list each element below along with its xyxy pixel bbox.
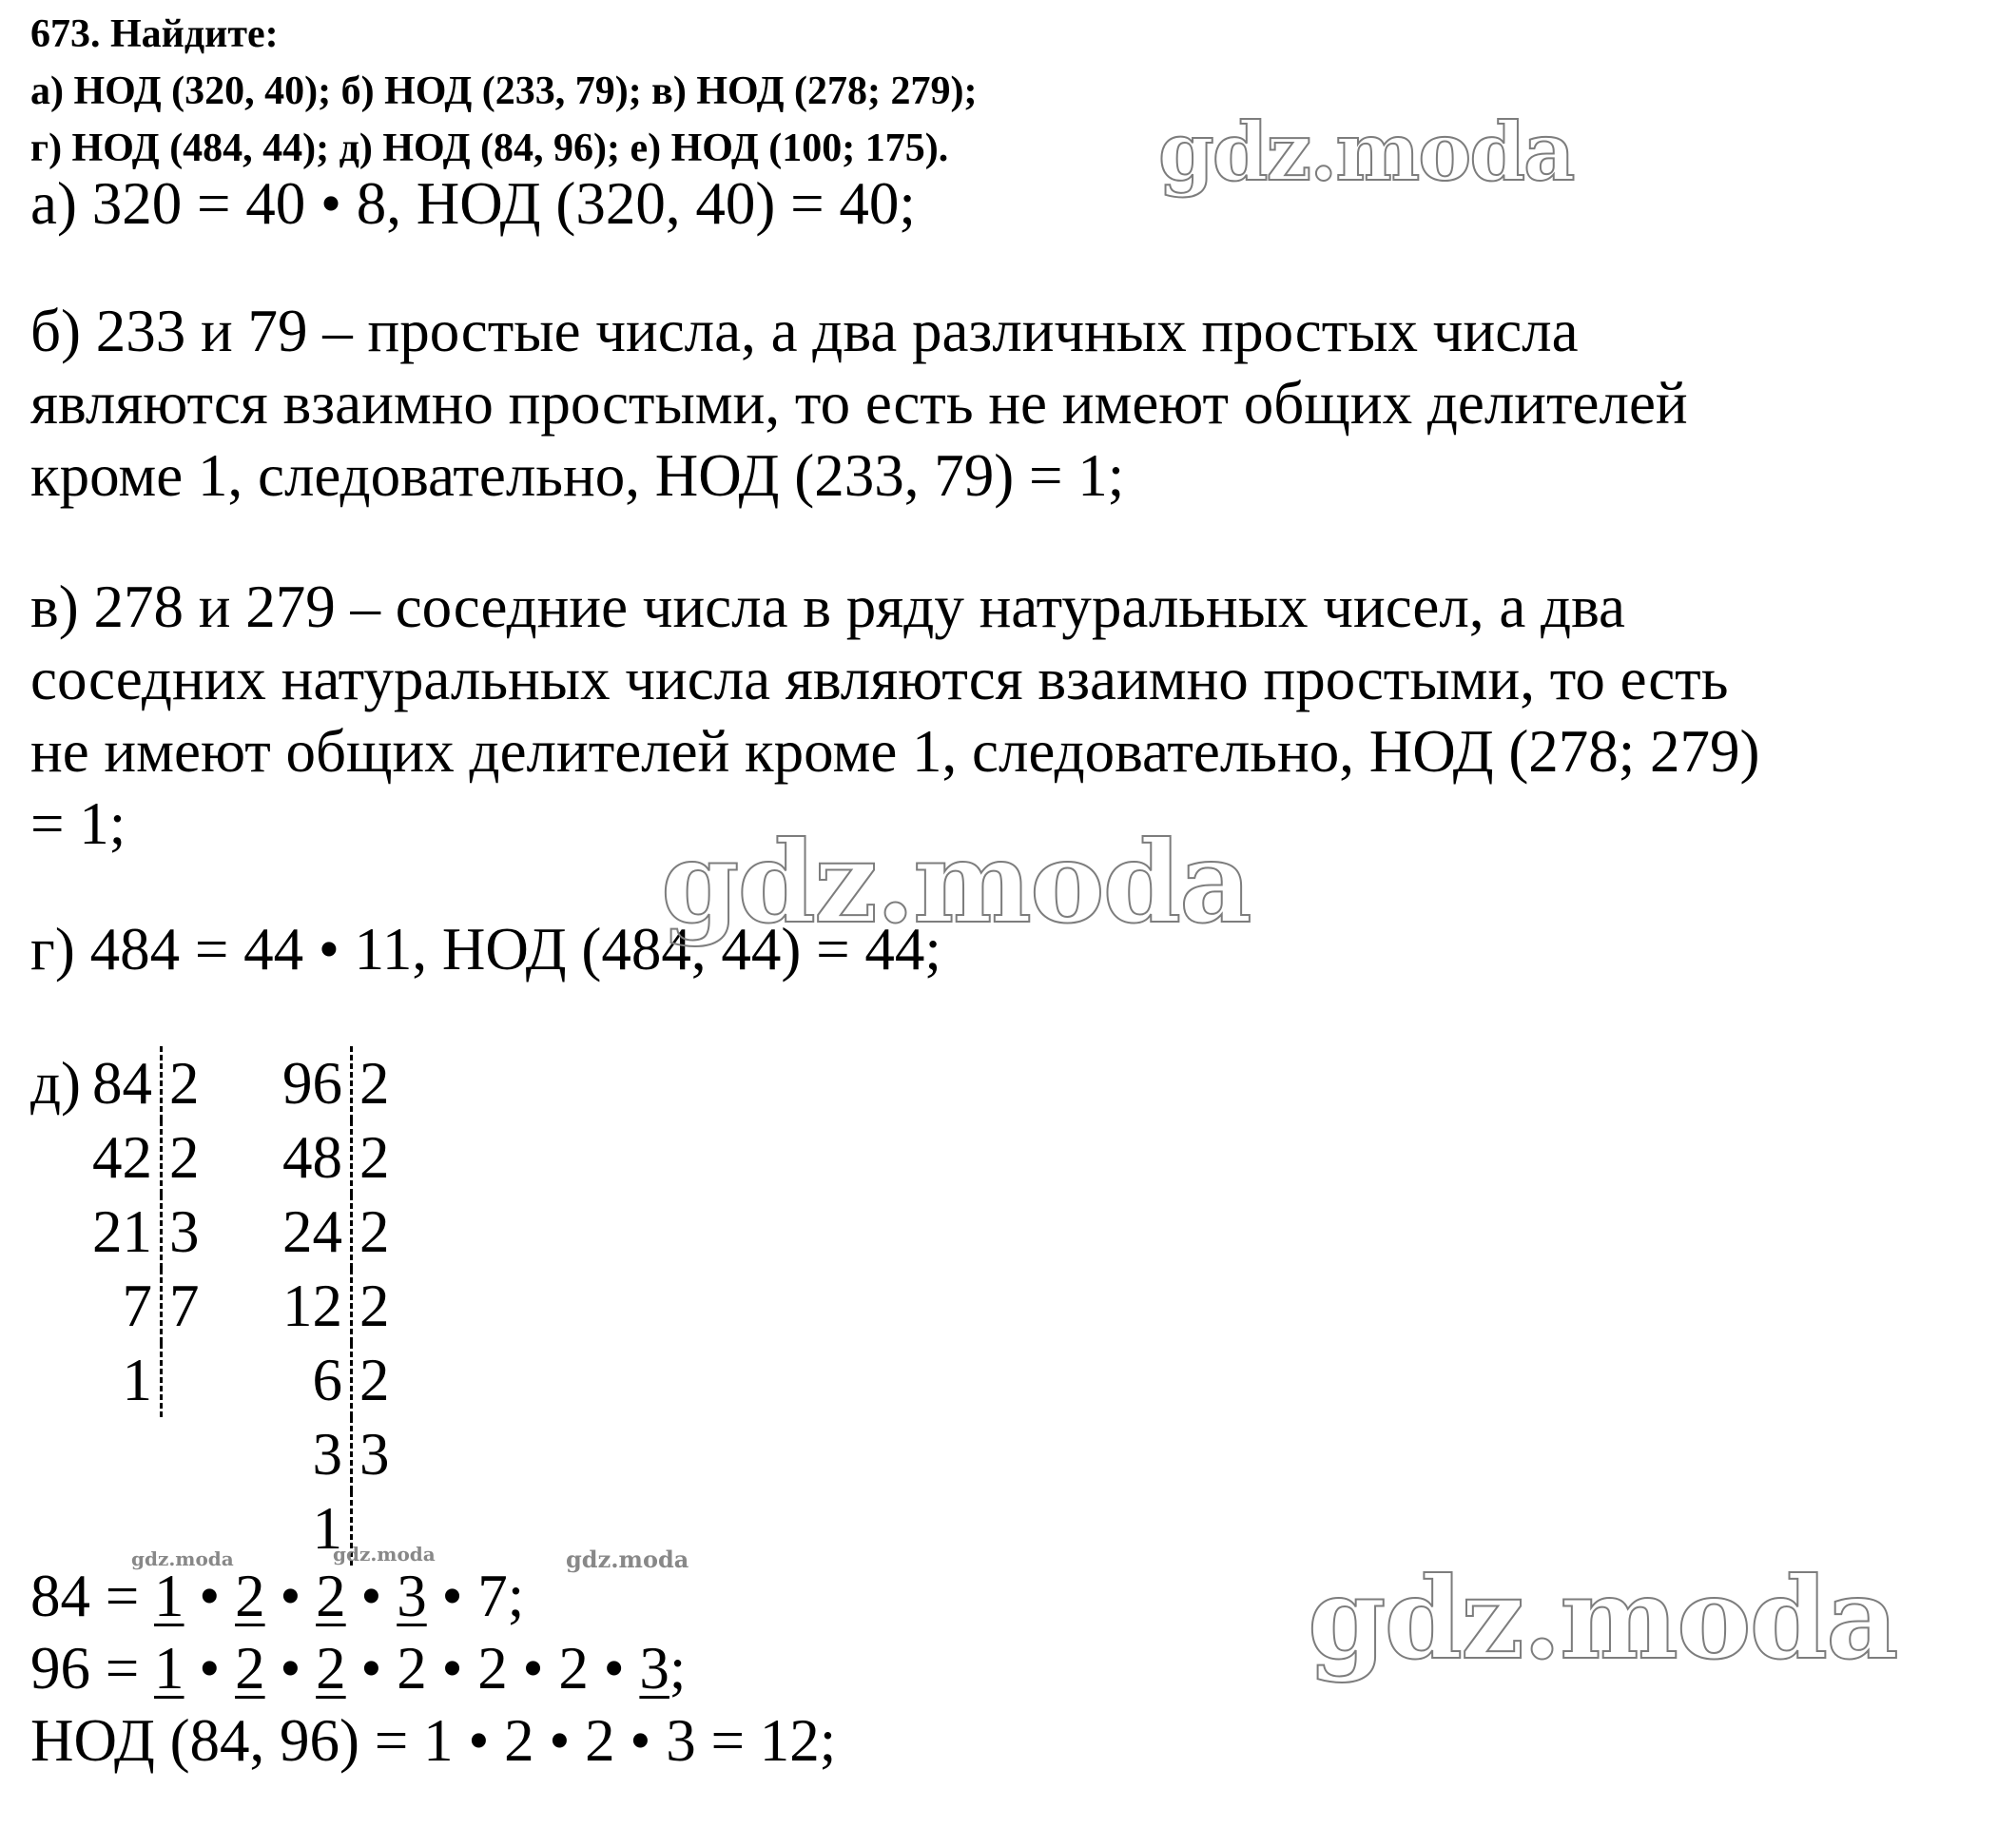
fact96-row: 12 2 [209, 1269, 437, 1343]
answer-v-line: = 1; [30, 790, 126, 857]
fact96-row: 96 2 [209, 1046, 437, 1120]
gcd-result: НОД (84, 96) = 1 • 2 • 2 • 3 = 12; [30, 1707, 837, 1774]
fact96-row: 3 3 [209, 1417, 437, 1491]
fact84-row: 21 3 [19, 1195, 247, 1269]
answer-g-text: г) 484 = 44 • 11, НОД (484, 44) = 44; [30, 916, 941, 982]
answer-d-result [30, 1560, 836, 1777]
answer-v-line: соседних натуральных числа являются взаимно простыми, то есть [30, 646, 1729, 712]
answer-a-text: а) 320 = 40 • 8, НОД (320, 40) = 40; [30, 170, 916, 237]
problem-title: 673. Найдите: [30, 12, 279, 56]
watermark-logo: gdz.moda [1308, 1552, 1897, 1684]
answer-a [30, 167, 916, 240]
problem-line-1: а) НОД (320, 40); б) НОД (233, 79); в) НОД (278; 279); [30, 69, 978, 113]
fact84-row: 7 7 [19, 1269, 247, 1343]
answer-b-line: б) 233 и 79 – простые числа, а два различных простых числа [30, 298, 1579, 364]
fact84-row: 84 2 [19, 1046, 247, 1120]
answer-v-line: не имеют общих делителей кроме 1, следовательно, НОД (278; 279) [30, 718, 1760, 785]
equation-84: 84 = 1 • 2 • 2 • 3 • 7; [30, 1563, 525, 1629]
fact84-row: 1 [19, 1343, 247, 1417]
fact96-row: 48 2 [209, 1120, 437, 1195]
watermark-small: gdz.moda [566, 1546, 689, 1573]
problem-statement [30, 6, 977, 177]
fact84-row: 42 2 [19, 1120, 247, 1195]
answer-v-line: в) 278 и 279 – соседние числа в ряду натуральных чисел, а два [30, 574, 1625, 640]
fact96-row: 24 2 [209, 1195, 437, 1269]
watermark-small: gdz.moda [131, 1547, 234, 1570]
fact96-row: 1 [209, 1491, 437, 1566]
answer-b-line: кроме 1, следовательно, НОД (233, 79) = 1; [30, 442, 1125, 509]
answer-b-line: являются взаимно простыми, то есть не имеют общих делителей [30, 370, 1688, 437]
equation-96: 96 = 1 • 2 • 2 • 2 • 2 • 2 • 3; [30, 1635, 687, 1702]
answer-d-prefix: д) [30, 1050, 82, 1117]
fact96-row: 6 2 [209, 1343, 437, 1417]
factorization-96 [209, 1046, 437, 1566]
watermark-logo: gdz.moda [661, 816, 1251, 948]
watermark-small: gdz.moda [333, 1543, 436, 1566]
watermark-logo: gdz.moda [1158, 105, 1574, 199]
problem-line-2: г) НОД (484, 44); д) НОД (84, 96); е) НОД (100; 175). [30, 126, 949, 170]
answer-b [30, 295, 1688, 512]
